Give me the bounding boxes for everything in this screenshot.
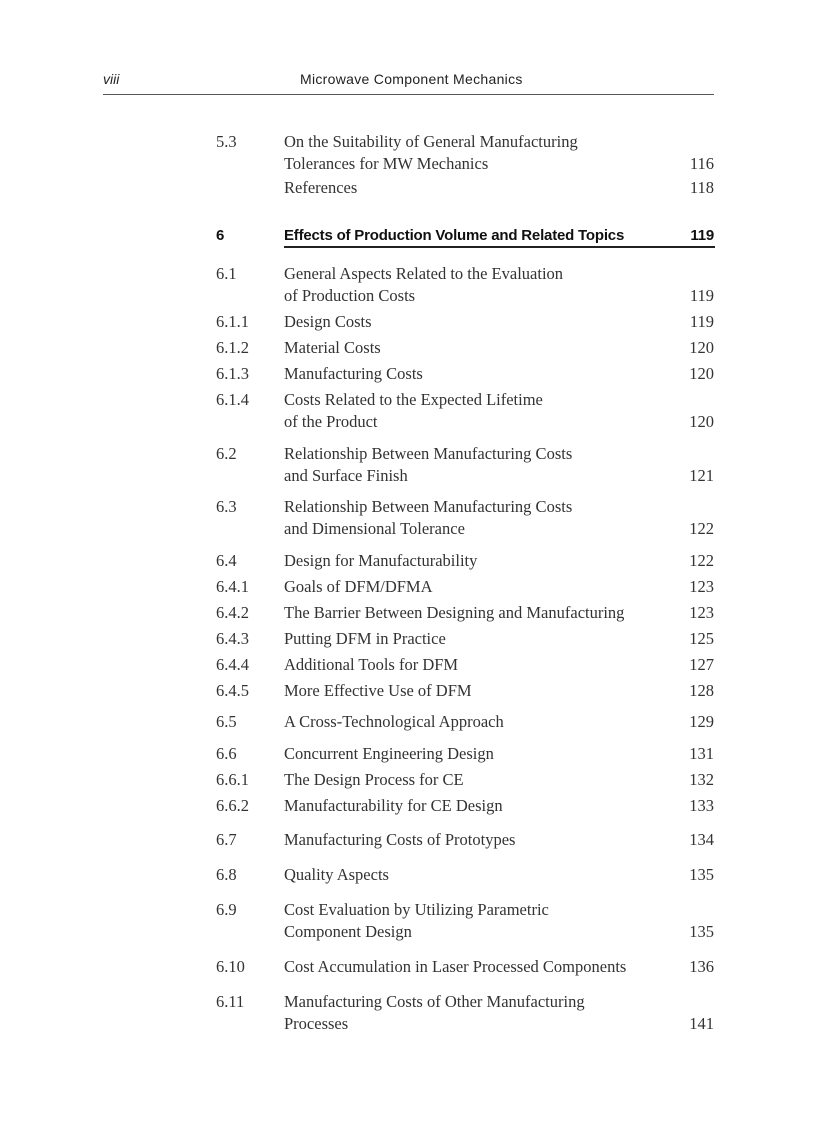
page-number: 123 (689, 577, 714, 596)
page-number: 133 (689, 796, 714, 815)
section-title: Goals of DFM/DFMA (284, 577, 433, 596)
page-number: 120 (689, 338, 714, 357)
section-title: The Barrier Between Designing and Manufacturing (284, 603, 625, 622)
section-number: 6.1.3 (216, 364, 249, 383)
section-title: Costs Related to the Expected Lifetime of the Product (284, 390, 543, 431)
section-title: Quality Aspects (284, 865, 389, 884)
section-number: 6.11 (216, 992, 245, 1011)
section-number: 6.1.1 (216, 312, 249, 331)
section-title: Material Costs (284, 338, 381, 357)
section-title: Concurrent Engineering Design (284, 744, 494, 763)
page-number: 119 (689, 312, 714, 331)
page-number: 135 (689, 922, 714, 941)
section-number: 6.4 (216, 551, 237, 570)
section-number: 5.3 (216, 132, 237, 151)
section-number: 6.4.3 (216, 629, 249, 648)
section-number: 6.5 (216, 712, 237, 731)
section-title: Relationship Between Manufacturing Costs and Dimensional Tolerance (284, 497, 573, 538)
chapter-title: Effects of Production Volume and Related Topics (284, 227, 625, 244)
section-title: Relationship Between Manufacturing Costs and Surface Finish (284, 444, 573, 485)
section-title: Manufacturing Costs of Prototypes (284, 830, 516, 849)
page-number: 119 (689, 286, 714, 305)
page-number: 136 (689, 957, 714, 976)
page-number: 121 (689, 466, 714, 485)
section-title: The Design Process for CE (284, 770, 464, 789)
section-number: 6.6 (216, 744, 237, 763)
section-number: 6.6.1 (216, 770, 249, 789)
page-number: 119 (690, 227, 714, 244)
section-number: 6.1.2 (216, 338, 249, 357)
section-title: Design Costs (284, 312, 372, 331)
section-number: 6.8 (216, 865, 237, 884)
section-title: Putting DFM in Practice (284, 629, 446, 648)
page-number: 125 (689, 629, 714, 648)
page-number: 118 (689, 178, 714, 197)
page-number: 128 (689, 681, 714, 700)
section-title: Additional Tools for DFM (284, 655, 459, 674)
page-number: 131 (689, 744, 714, 763)
page-number: 120 (689, 412, 714, 431)
section-title: Manufacturing Costs of Other Manufacturing Processes (284, 992, 585, 1033)
section-title: References (284, 178, 358, 197)
chapter-underline (284, 246, 715, 248)
running-header (103, 70, 714, 95)
section-number: 6.4.4 (216, 655, 249, 674)
section-title: Cost Accumulation in Laser Processed Components (284, 957, 627, 976)
section-title: Manufacturability for CE Design (284, 796, 503, 815)
section-number: 6.1 (216, 264, 237, 283)
chapter-number: 6 (216, 227, 225, 244)
section-number: 6.3 (216, 497, 237, 516)
section-number: 6.1.4 (216, 390, 249, 409)
section-title: General Aspects Related to the Evaluation of Production Costs (284, 264, 564, 305)
page-number: 122 (689, 551, 714, 570)
section-title: Cost Evaluation by Utilizing Parametric Component Design (284, 900, 549, 941)
page-number: 120 (689, 364, 714, 383)
section-title: On the Suitability of General Manufacturing Tolerances for MW Mechanics (284, 132, 578, 173)
section-title: Manufacturing Costs (284, 364, 423, 383)
section-number: 6.4.5 (216, 681, 249, 700)
section-title: A Cross-Technological Approach (284, 712, 504, 731)
section-title: Design for Manufacturability (284, 551, 478, 570)
section-number: 6.4.2 (216, 603, 249, 622)
page-number: 127 (689, 655, 714, 674)
section-number: 6.6.2 (216, 796, 249, 815)
page-number: 129 (689, 712, 714, 731)
page-number: 122 (689, 519, 714, 538)
page-number: 116 (689, 154, 714, 173)
section-number: 6.2 (216, 444, 237, 463)
page-number: 132 (689, 770, 714, 789)
header-running-title: Microwave Component Mechanics (300, 71, 523, 87)
section-number: 6.7 (216, 830, 237, 849)
header-page-number: viii (103, 71, 120, 87)
page-number: 134 (689, 830, 714, 849)
section-title: More Effective Use of DFM (284, 681, 472, 700)
page-number: 123 (689, 603, 714, 622)
section-number: 6.10 (216, 957, 245, 976)
page-number: 141 (689, 1014, 714, 1033)
section-number: 6.9 (216, 900, 237, 919)
page-number: 135 (689, 865, 714, 884)
section-number: 6.4.1 (216, 577, 249, 596)
